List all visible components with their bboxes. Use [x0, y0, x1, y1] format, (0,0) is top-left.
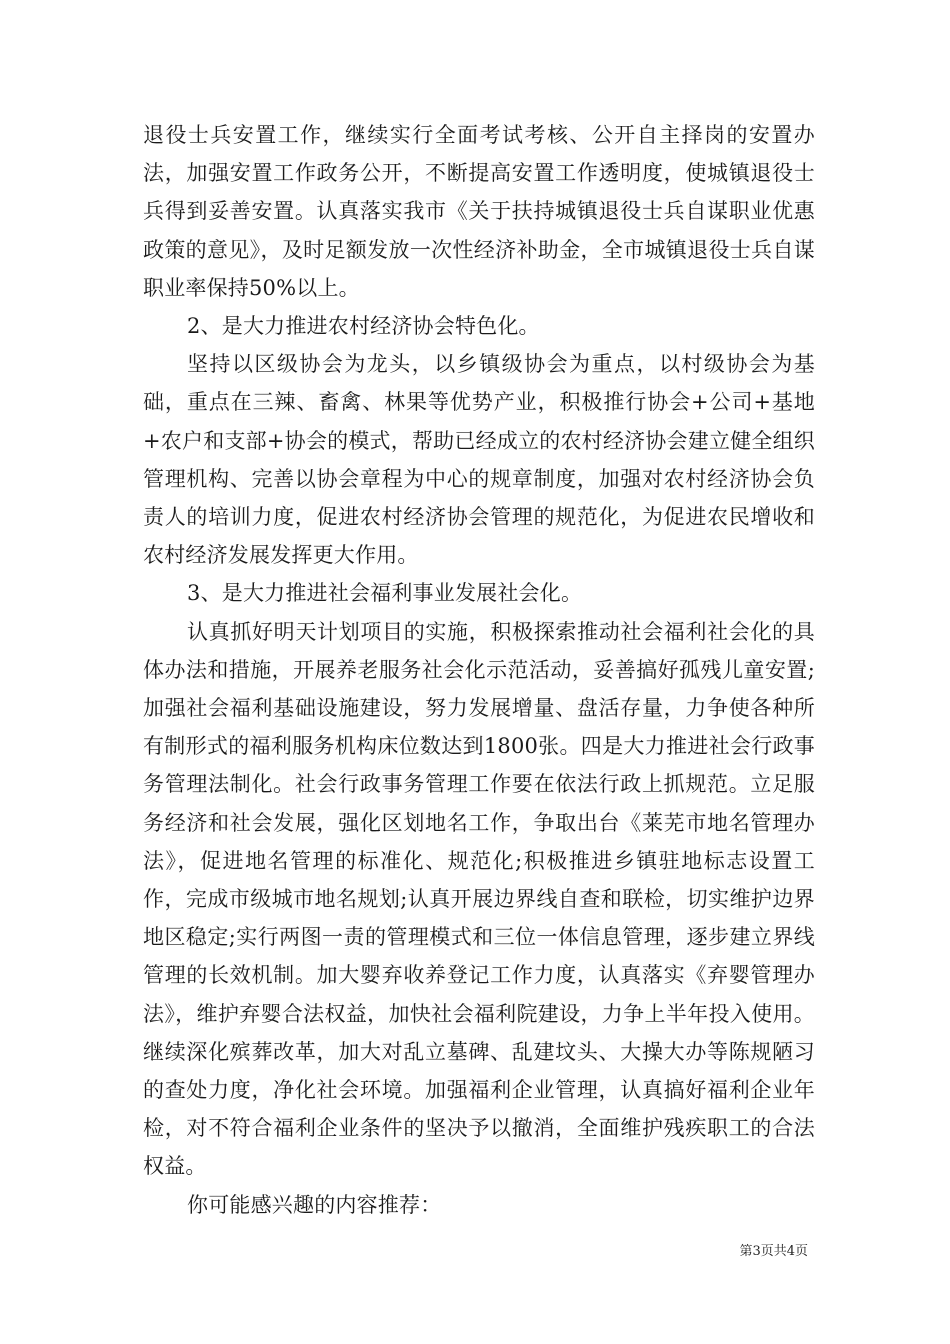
recommended-content-heading: 你可能感兴趣的内容推荐：: [187, 1192, 442, 1217]
page-number-footer: 第3页共4页: [739, 1244, 808, 1259]
paragraph-continuation: 退役士兵安置工作，继续实行全面考试考核、公开自主择岗的安置办法，加强安置工作政务公开，不断提高安置工作透明度，使城镇退役士兵得到妥善安置。认真落实我市《关于扶持城镇退役士兵自谋职业优惠政策的意见》，及时足额发放一次性经济补助金，全市城镇退役士兵自谋职业率保持50%以上。: [143, 123, 815, 300]
section-heading-2: 2、是大力推进农村经济协会特色化。: [187, 314, 540, 339]
document-body: [143, 116, 815, 1224]
paragraph-rural-associations: 坚持以区级协会为龙头，以乡镇级协会为重点，以村级协会为基础，重点在三辣、畜禽、林果等优势产业，积极推行协会+公司+基地+农户和支部+协会的模式，帮助已经成立的农村经济协会建立健全组织管理机构、完善以协会章程为中心的规章制度，加强对农村经济协会负责人的培训力度，促进农村经济协会管理的规范化，为促进农民增收和农村经济发展发挥更大作用。: [143, 352, 815, 568]
paragraph-social-welfare: 认真抓好明天计划项目的实施，积极探索推动社会福利社会化的具体办法和措施，开展养老服务社会化示范活动，妥善搞好孤残儿童安置;加强社会福利基础设施建设，努力发展增量、盘活存量，力争使各种所有制形式的福利服务机构床位数达到1800张。四是大力推进社会行政事务管理法制化。社会行政事务管理工作要在依法行政上抓规范。立足服务经济和社会发展，强化区划地名工作，争取出台《莱芜市地名管理办法》，促进地名管理的标准化、规范化;积极推进乡镇驻地标志设置工作，完成市级城市地名规划;认真开展边界线自查和联检，切实维护边界地区稳定;实行两图一责的管理模式和三位一体信息管理，逐步建立界线管理的长效机制。加大婴弃收养登记工作力度，认真落实《弃婴管理办法》，维护弃婴合法权益，加快社会福利院建设，力争上半年投入使用。继续深化殡葬改革，加大对乱立墓碑、乱建坟头、大操大办等陈规陋习的查处力度，净化社会环境。加强福利企业管理，认真搞好福利企业年检，对不符合福利企业条件的坚决予以撤消，全面维护残疾职工的合法权益。: [143, 619, 815, 1179]
section-heading-3: 3、是大力推进社会福利事业发展社会化。: [187, 581, 583, 606]
